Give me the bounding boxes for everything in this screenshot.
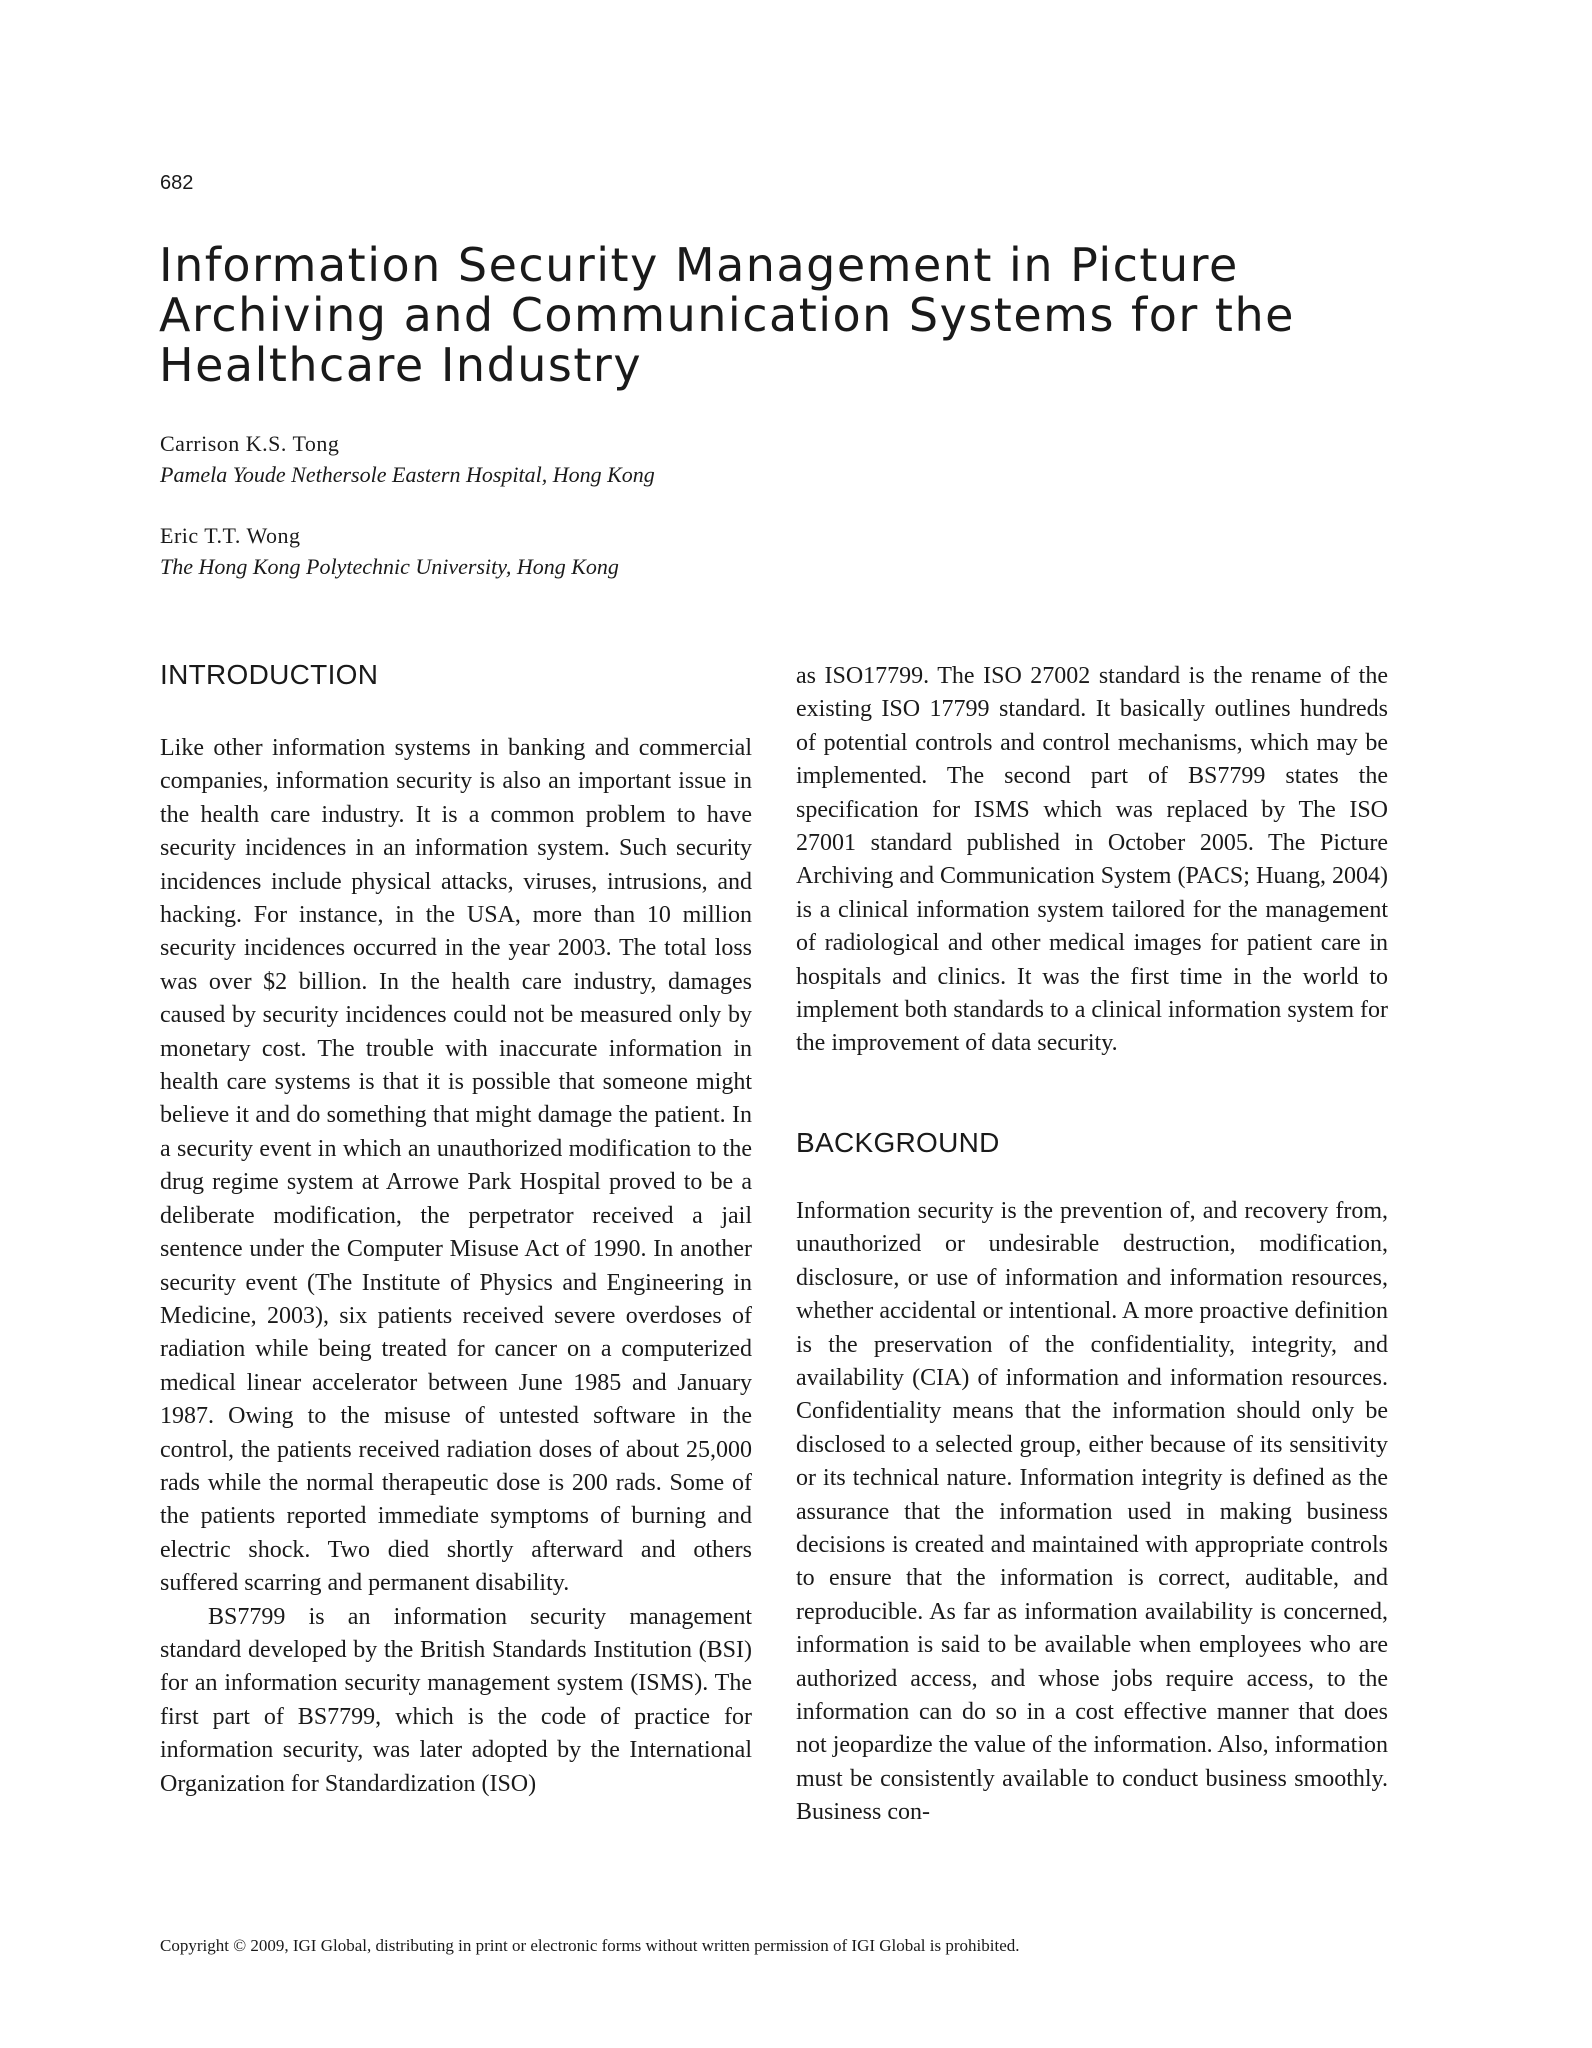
author-name: Eric T.T. Wong [160, 523, 301, 548]
body-paragraph: BS7799 is an information security management standard developed by the British Standards Institution (BSI) for an information security management system (ISMS). The first part of BS7799, which is the code of practice for information security, was later adopted by the International Organization for Standardization (ISO) [160, 1603, 752, 1797]
right-column [796, 660, 1388, 1830]
body-paragraph: as ISO17799. The ISO 27002 standard is the rename of the existing ISO 17799 standard. It basically outlines hundreds of potential controls and control mechanisms, which may be implemented. The second part of BS7799 states the specification for ISMS which was replaced by The ISO 27001 standard published in October 2005. The Picture Archiving and Communication System (PACS; Huang, 2004) is a clinical information system tailored for the management of radiological and other medical images for patient care in hospitals and clinics. It was the first time in the world to implement both standards to a clinical information system for the improvement of data security. [796, 663, 1388, 1057]
author-affiliation: The Hong Kong Polytechnic University, Hong Kong [160, 554, 619, 579]
author-affiliation: Pamela Youde Nethersole Eastern Hospital, Hong Kong [160, 462, 655, 487]
author-block [160, 520, 619, 582]
copyright-footer: Copyright © 2009, IGI Global, distributing in print or electronic forms without written permission of IGI Global is prohibited. [160, 1936, 1020, 1955]
author-name: Carrison K.S. Tong [160, 431, 340, 456]
background-heading: BACKGROUND [796, 1126, 1000, 1158]
introduction-heading: INTRODUCTION [160, 659, 379, 690]
left-column [160, 658, 752, 1801]
body-paragraph: Like other information systems in banking and commercial companies, information security is also an important issue in the health care industry. It is a common problem to have security incidences in an information system. Such security incidences include physical attacks, viruses, intrusions, and hacking. For instance, in the USA, more than 10 million security incidences occurred in the year 2003. The total loss was over $2 billion. In the health care industry, damages caused by security incidences could not be measured only by monetary cost. The trouble with inaccurate information in health care systems is that it is possible that someone might believe it and do something that might damage the patient. In a security event in which an unauthorized modification to the drug regime system at Arrowe Park Hospital proved to be a deliberate modification, the perpetrator received a jail sentence under the Computer Misuse Act of 1990. In another security event (The Institute of Physics and Engineering in Medicine, 2003), six patients received severe overdoses of radiation while being treated for cancer on a computerized medical linear accelerator between June 1985 and January 1987. Owing to the misuse of untested software in the control, the patients received radiation doses of about 25,000 rads while the normal therapeutic dose is 200 rads. Some of the patients reported immediate symptoms of burning and electric shock. Two died shortly afterward and others suffered scarring and permanent disability. [160, 735, 752, 1597]
body-paragraph: Information security is the prevention of, and recovery from, unauthorized or undesirable destruction, modification, disclosure, or use of information and information resources, whether accidental or intentional. A more proactive definition is the preservation of the confidentiality, integrity, and availability (CIA) of information and information resources. Confidentiality means that the information should only be disclosed to a selected group, either because of its sensitivity or its technical nature. Information integrity is defined as the assurance that the information used in making business decisions is created and maintained with appropriate controls to ensure that the information is correct, auditable, and reproducible. As far as information availability is concerned, information is said to be available when employees who are authorized access, and whose jobs require access, to the information can do so in a cost effective manner that does not jeopardize the value of the information. Also, information must be consistently available to conduct business smoothly. Business con- [796, 1197, 1388, 1826]
author-block [160, 428, 655, 490]
paper-title: Information Security Management in Picture Archiving and Communication Systems for the Healthcare Industry [159, 238, 1295, 392]
page-number: 682 [160, 172, 194, 194]
